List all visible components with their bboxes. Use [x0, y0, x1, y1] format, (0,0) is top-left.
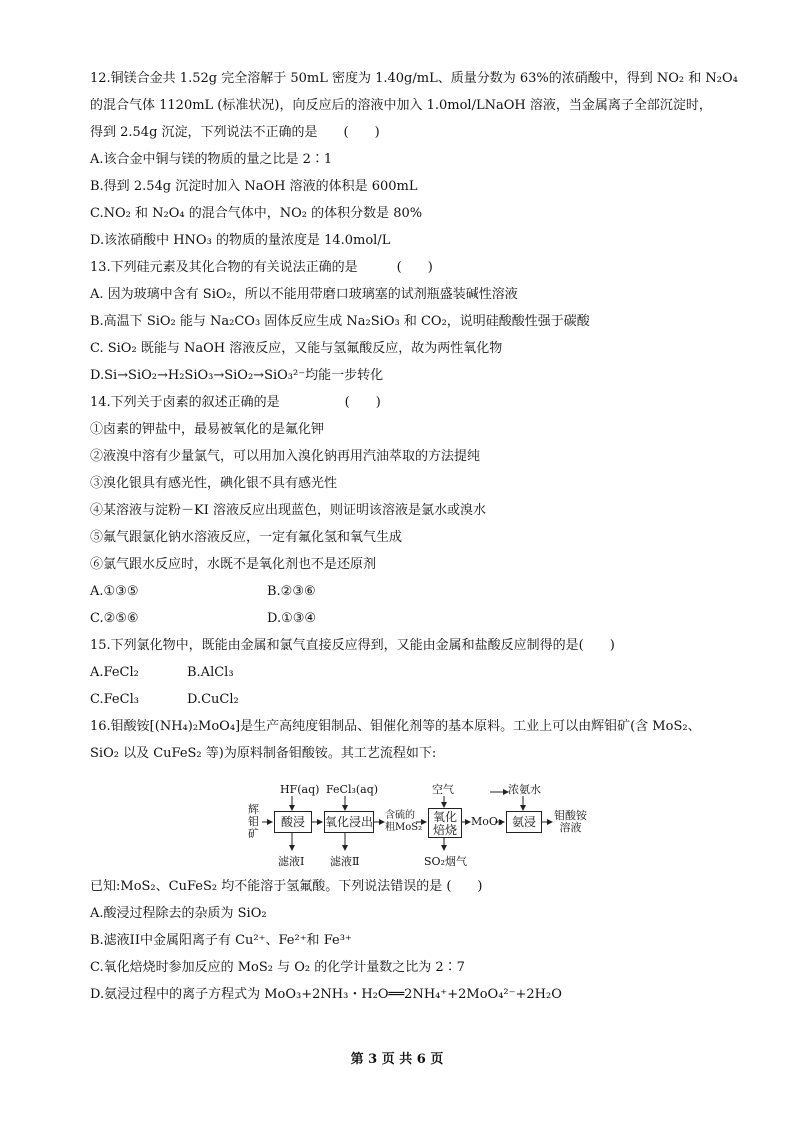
q16-option-a: A.酸浸过程除去的杂质为 SiO₂ [90, 906, 267, 921]
flow-intermediate-crude-mos2 [385, 810, 422, 834]
q14-stem: 14.下列关于卤素的叙述正确的是 ( ) [90, 395, 381, 410]
q12-stem-line1: 12.铜镁合金共 1.52g 完全溶解于 50mL 密度为 1.40g/mL、质量分数为 63%的浓硝酸中，得到 NO₂ 和 N₂O₄ [90, 71, 738, 86]
q15-stem: 15.下列氯化物中，既能由金属和氯气直接反应得到，又能由金属和盐酸反应制得的是( ) [90, 638, 615, 653]
flow-waste-so2-gas: SO₂烟气 [424, 855, 467, 868]
flow-intermediate-crude-mos2-line2: 粗MoS₂ [385, 822, 423, 833]
q16-option-b: B.滤液II中金属阳离子有 Cu²⁺、Fe²⁺和 Fe³⁺ [90, 933, 352, 948]
q15-option-d: D.CuCl₂ [187, 692, 239, 707]
page-footer: 第 3 页 共 6 页 [350, 1052, 444, 1067]
q13-stem: 13.下列硅元素及其化合物的有关说法正确的是 ( ) [90, 260, 433, 275]
q12-stem-line3: 得到 2.54g 沉淀，下列说法不正确的是 ( ) [90, 125, 380, 140]
q13-option-a: A. 因为玻璃中含有 SiO₂，所以不能用带磨口玻璃塞的试剂瓶盛装碱性溶液 [90, 287, 518, 302]
q13-option-b: B.高温下 SiO₂ 能与 Na₂CO₃ 固体反应生成 Na₂SiO₃ 和 CO₂，说明硅酸酸性强于碳酸 [90, 314, 590, 329]
flow-intermediate-moo3: MoO₃ [471, 815, 503, 828]
flow-box-oxidative-roast-line1: 氧化 [432, 810, 457, 824]
flow-product-line1: 钼酸铵 [554, 809, 587, 822]
flow-reagent-fecl3: FeCl₃(aq) [326, 783, 379, 796]
q12-option-c: C.NO₂ 和 N₂O₄ 的混合气体中，NO₂ 的体积分数是 80% [90, 206, 423, 221]
q12-option-d: D.该浓硝酸中 HNO₃ 的物质的量浓度是 14.0mol/L [90, 233, 391, 248]
flow-waste-filtrate-1: 滤液Ⅰ [278, 855, 305, 868]
q16-stem-line2: SiO₂ 以及 CuFeS₂ 等)为原料制备钼酸铵。其工艺流程如下: [90, 746, 437, 761]
q12-option-b: B.得到 2.54g 沉淀时加入 NaOH 溶液的体积是 600mL [90, 179, 418, 194]
flow-intermediate-crude-mos2-line1: 含硫的 [385, 810, 415, 821]
q14-option-b: B.②③⑥ [267, 584, 316, 599]
q15-option-c: C.FeCl₃ [90, 692, 139, 707]
q14-statement-2: ②液溴中溶有少量氯气，可以用加入溴化钠再用汽油萃取的方法提纯 [90, 449, 481, 464]
flow-waste-filtrate-2: 滤液Ⅱ [330, 855, 360, 868]
flow-box-acid-leach: 酸浸 [274, 811, 312, 833]
flow-start-material: 辉钼矿 [248, 803, 259, 840]
q16-option-d: D.氨浸过程中的离子方程式为 MoO₃+2NH₃・H₂O══2NH₄⁺+2MoO₄²⁻+2H₂O [90, 987, 562, 1002]
q15-option-b: B.AlCl₃ [187, 665, 234, 680]
q14-statement-5: ⑤氟气跟氯化钠水溶液反应，一定有氟化氢和氧气生成 [90, 530, 403, 545]
q14-statement-6: ⑥氯气跟水反应时，水既不是氧化剂也不是还原剂 [90, 557, 377, 572]
flow-reagent-air: 空气 [432, 783, 454, 796]
q14-statement-1: ①卤素的钾盐中，最易被氧化的是氟化钾 [90, 422, 325, 437]
q15-option-a: A.FeCl₂ [90, 665, 139, 680]
q16-known-condition: 已知:MoS₂、CuFeS₂ 均不能溶于氢氟酸。下列说法错误的是 ( ) [90, 879, 483, 894]
q14-statement-4: ④某溶液与淀粉－KI 溶液反应出现蓝色，则证明该溶液是氯水或溴水 [90, 503, 486, 518]
flow-reagent-ammonia: 浓氨水 [508, 783, 541, 796]
q14-option-a: A.①③⑤ [90, 584, 139, 599]
q12-option-a: A.该合金中铜与镁的物质的量之比是 2∶1 [90, 152, 333, 167]
q14-option-c: C.②⑤⑥ [90, 611, 139, 626]
flow-box-oxidative-roast-line2: 焙烧 [432, 823, 457, 837]
flow-product-line2: 溶液 [559, 821, 582, 834]
q12-stem-line2: 的混合气体 1120mL (标准状况)，向反应后的溶液中加入 1.0mol/LNaOH 溶液，当金属离子全部沉淀时， [90, 98, 712, 113]
flow-box-oxidative-leach: 氧化浸出 [324, 811, 374, 833]
flow-box-oxidative-roast [428, 808, 462, 838]
flow-product [554, 810, 587, 834]
process-flow-diagram [240, 782, 610, 872]
q16-option-c: C.氧化焙烧时参加反应的 MoS₂ 与 O₂ 的化学计量数之比为 2∶7 [90, 960, 465, 975]
flow-box-ammonia-leach: 氨浸 [506, 811, 542, 833]
flow-reagent-hf: HF(aq) [280, 783, 320, 796]
q14-statement-3: ③溴化银具有感光性，碘化银不具有感光性 [90, 476, 338, 491]
q14-option-d: D.①③④ [267, 611, 317, 626]
q13-option-d: D.Si→SiO₂→H₂SiO₃→SiO₂→SiO₃²⁻均能一步转化 [90, 368, 384, 383]
q16-stem-line1: 16.钼酸铵[(NH₄)₂MoO₄]是生产高纯度钼制品、钼催化剂等的基本原料。工业上可以由辉钼矿(含 MoS₂、 [90, 719, 701, 734]
q13-option-c: C. SiO₂ 既能与 NaOH 溶液反应，又能与氢氟酸反应，故为两性氧化物 [90, 341, 503, 356]
